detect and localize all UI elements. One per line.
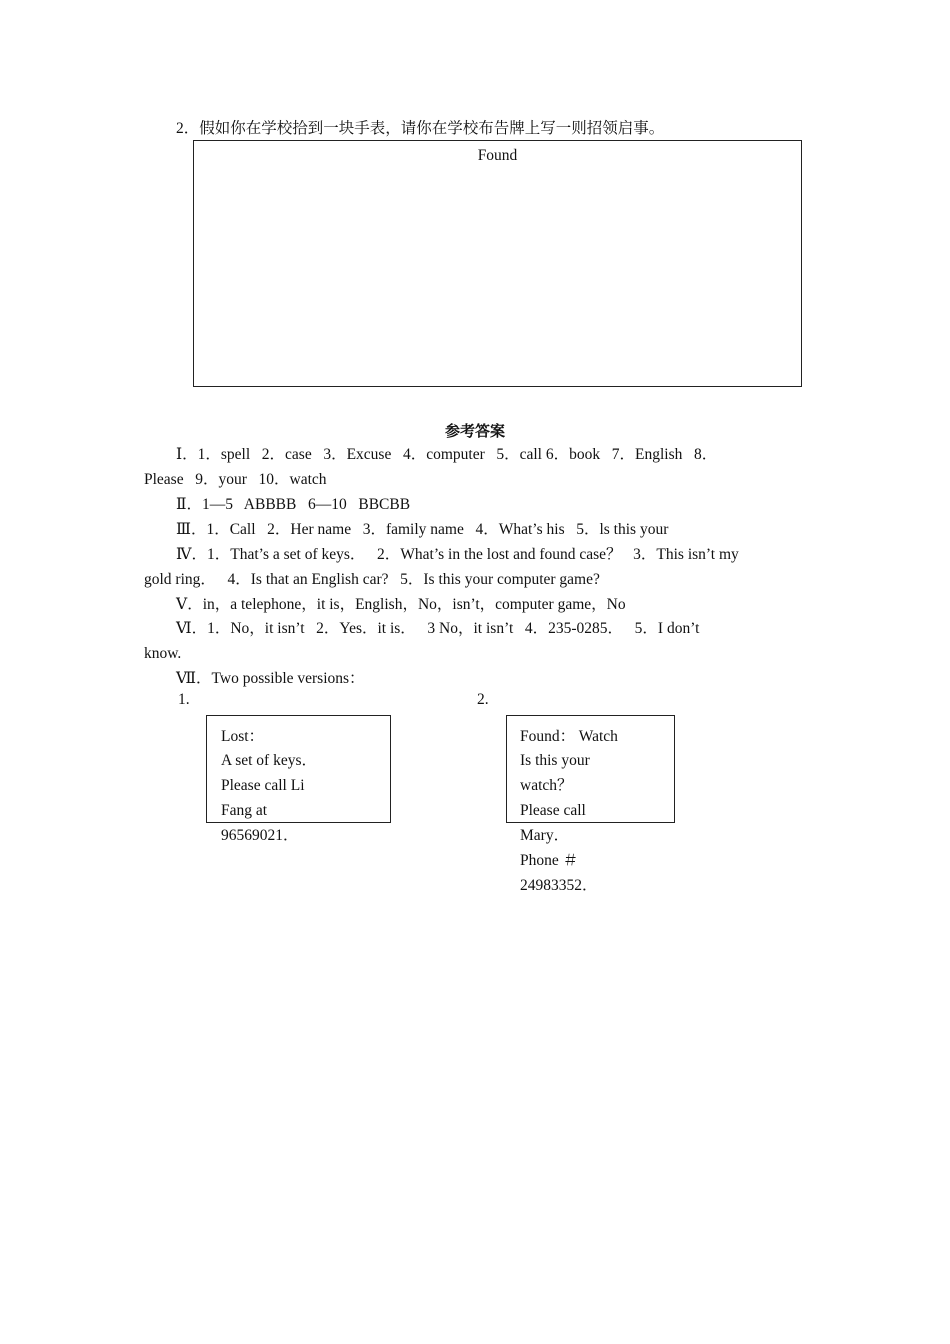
answer-line-5: Ⅳ．1．That’s a set of keys． 2．What’s in the lost and found case？ 3．This isn’t my [176, 546, 739, 563]
found-notice-title: Found [477, 147, 518, 164]
answer-line-10: Ⅶ．Two possible versions： [176, 670, 365, 687]
answer-line-2: Please 9．your 10．watch [144, 471, 327, 488]
version-2-line: Mary． [520, 827, 570, 844]
version-1-line: Please call Li [221, 777, 305, 794]
version-2-line: Please call [520, 802, 586, 819]
answer-line-1: Ⅰ．1．spell 2．case 3．Excuse 4．computer 5．call 6．book 7．English 8． [176, 446, 718, 463]
version-1-line: 96569021． [221, 827, 299, 844]
version-1-line: Fang at [221, 802, 268, 819]
answer-key-heading: 参考答案 [444, 422, 505, 440]
version-1-line: Lost： [221, 728, 265, 745]
version-2-line: 24983352． [520, 877, 598, 894]
answer-line-8: Ⅵ．1．No，it isn’t 2．Yes．it is． 3 No，it isn’t 4．235-0285． 5．I don’t [176, 620, 700, 637]
question-prompt: 2．假如你在学校拾到一块手表，请你在学校布告牌上写一则招领启事。 [176, 120, 665, 137]
answer-line-6: gold ring． 4．Is that an English car? 5．Is this your computer game? [144, 571, 600, 588]
answer-line-3: Ⅱ．1—5 ABBBB 6—10 BBCBB [176, 496, 411, 513]
answer-line-9: know. [144, 645, 182, 662]
version-2-line: Phone ＃ [520, 852, 579, 869]
found-notice-box [193, 140, 802, 387]
answer-line-7: Ⅴ．in，a telephone，it is，English，No，isn’t，computer game，No [176, 596, 626, 613]
version-2-line: watch？ [520, 777, 573, 794]
version-1-number: 1. [178, 691, 190, 708]
version-1-line: A set of keys． [221, 752, 318, 769]
version-2-line: Found： Watch [520, 728, 618, 745]
version-2-line: Is this your [520, 752, 590, 769]
version-2-number: 2. [477, 691, 489, 708]
answer-line-4: Ⅲ．1．Call 2．Her name 3．family name 4．What’s his 5．ls this your [176, 521, 669, 538]
